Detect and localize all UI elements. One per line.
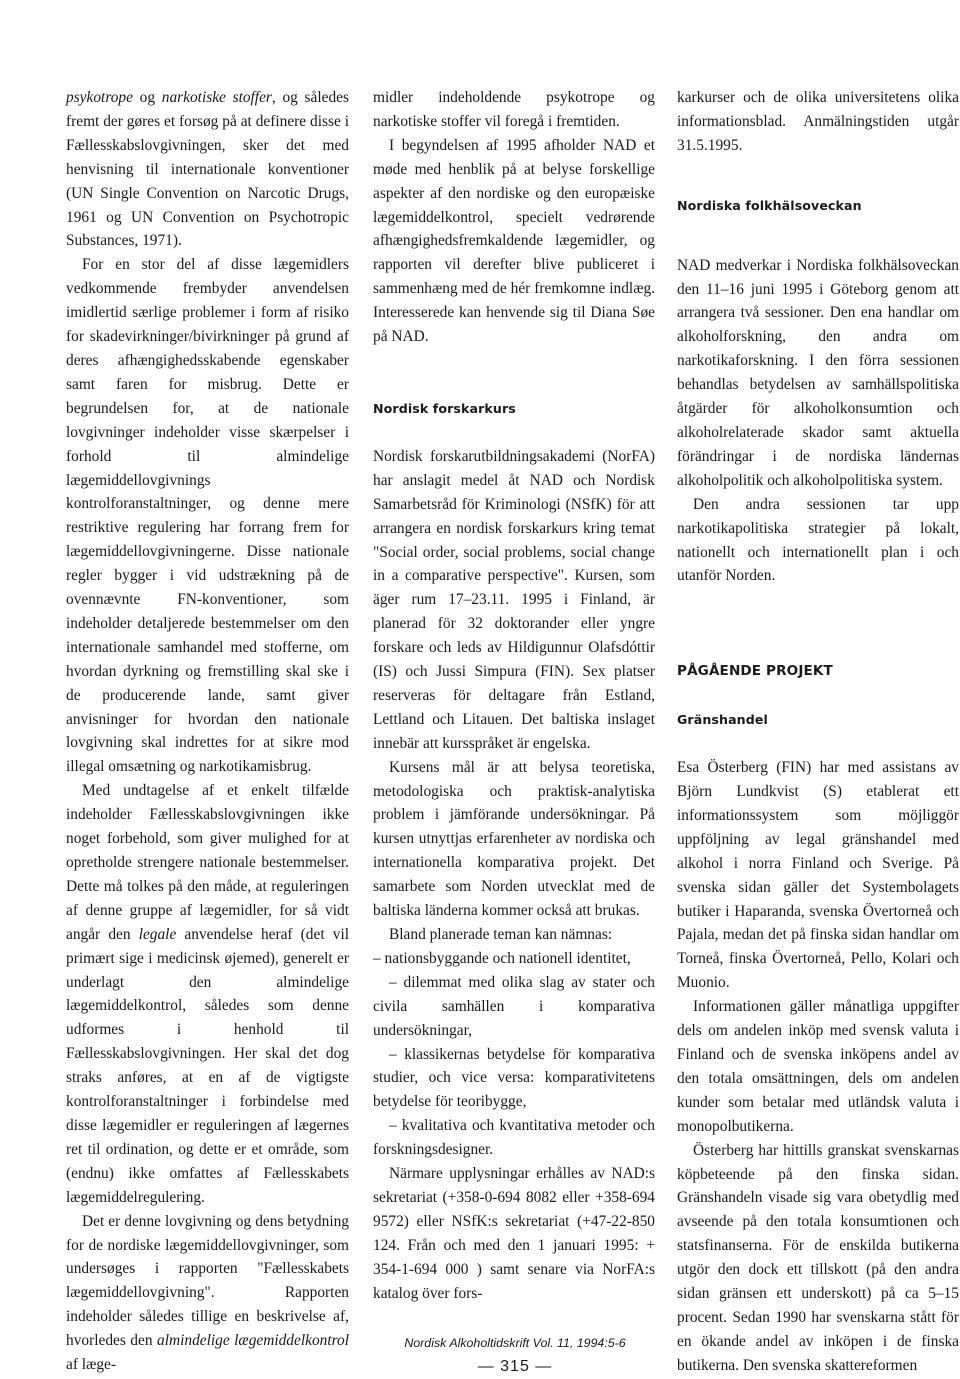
paragraph: NAD medverkar i Nordiska folkhälsoveckan den 11–16 juni 1995 i Göteborg genom att arrangera två sessioner. Den ena handlar om alkoholforskning, den andra om narkotikaforskning. I den förra sessionen behandlas betydelsen av samhällspolitiska åtgärder för alkoholkonsumtion och alkoholrelaterade skador samt aktuella förändringar i de nordiska ländernas alkoholpolitik och alkoholpolitiska system. <box>677 256 959 489</box>
paragraph: Den andra sessionen tar upp narkotikapolitiska strategier på lokalt, nationellt och internationellt plan i och utanför Norden. <box>677 495 959 585</box>
column-1 <box>66 86 349 1377</box>
paragraph: Informationen gäller månatliga uppgifter dels om andelen inköp med svensk valuta i Finland och de svenska inköpens andel av den totala omsättningen, dels om andelen kunder som betalar med utländsk valuta i monopolbutikerna. <box>677 998 959 1135</box>
italic-text: psykotrope <box>66 89 133 106</box>
paragraph: Med undtagelse af et enkelt tilfælde indeholder Fællesskabslovgivningen ikke noget forbehold, som giver mulighed for at opretholde strengere nationale bestemmelser. Dette må tolkes på den måde, at reguleringen af denne gruppe af lægemidler, for så vidt angår den legale anvendelse heraf (det vil primært sige i medicinsk øjemed), generelt er underlagt den almindelige lægemiddelkontrol, således som denne udformes i henhold til Fællesskabslovgivningen. Her skal det dog straks anføres, at en af de vigtigste kontrolforanstaltninger i forbindelse med disse lægemidler er reguleringen af lægernes ret til ordination, og dette er et område, som (endnu) ikke omfattes af Fællesskabets lægemiddelregulering. <box>66 782 349 1206</box>
paragraph: Nordisk forskarutbildningsakademi (NorFA) har anslagit medel åt NAD och Nordisk Samarbetsråd för Kriminologi (NSfK) för att arrangera en nordisk forskarkurs kring temat "Social order, social problems, social change in a comparative perspective". Kursen, som äger rum 17–23.11. 1995 i Finland, är planerad för 32 doktorander eller yngre forskare och leds av Hildigunnur Olafsdóttir (IS) och Jussi Simpura (FIN). Sex platser reserveras för deltagare från Estland, Lettland och Litauen. Det baltiska inslaget innebär att kursspråket är engelska. <box>373 447 655 752</box>
section-heading: Nordisk forskarkurs <box>373 400 516 416</box>
column-2 <box>373 86 655 1306</box>
journal-citation: Nordisk Alkoholtidskrift Vol. 11, 1994:5-6 <box>404 1336 626 1350</box>
paragraph: Esa Österberg (FIN) har med assistans av Björn Lundkvist (S) etablerat ett informationssystem som möjliggör uppföljning av legal gränshandel med alkohol i norra Finland och Sverige. På svenska sidan gäller det Systembolagets butiker i Haparanda, svenska Övertorneå och Pajala, medan det på finska sidan handlar om Torneå, finska Övertorneå, Pello, Kolari och Muonio. <box>677 759 959 992</box>
paragraph: For en stor del af disse lægemidlers vedkommende frembyder anvendelsen imidlertid særlige problemer i form af risiko for skadevirkninger/bivirkninger på grund af deres afhængighedsskabende egenskaber samt faren for misbrug. Dette er begrundelsen for, at de nationale lovgivninger indeholder visse skærpelser i forhold til almindelige lægemiddellovgivnings kontrolforanstaltninger, og denne mere restriktive regulering har forrang frem for lægemiddellovgivningerne. Disse nationale regler bygger i vid udstrækning på de ovennævnte FN-konventioner, som indeholder detaljerede bestemmelser om den internationale samhandel med stofferne, om hvordan dyrkning og fremstilling skal ske i de producerende lande, samt giver anvisninger for hvordan den nationale lovgivning skal indrettes for at sikre mod illegal omsætning og narkotikamisbrug. <box>66 256 349 776</box>
paragraph: Kursens mål är att belysa teoretiska, metodologiska och praktisk-analytiska problem i jämförande undersökningar. På kursen utnyttjas erfarenheter av nordiska och internationella komparativa projekt. Det samarbete som Norden utvecklat med de baltiska länderna kommer också att brukas. <box>373 758 655 920</box>
list-item: – nationsbyggande och nationell identitet, <box>373 949 631 967</box>
paragraph: Bland planerade teman kan nämnas: <box>389 926 613 943</box>
paragraph: I begyndelsen af 1995 afholder NAD et møde med henblik på at belyse forskellige aspekter af den nordiske og den europæiske lægemiddelkontrol, specielt vedrørende afhængighedsfremkaldende lægemidler, og rapporten vil derefter blive publiceret i sammenhæng med de hér fremkomne indlæg. Interesserede kan henvende sig til Diana Søe på NAD. <box>373 136 655 346</box>
italic-text: narkotiske stoffer <box>161 89 272 106</box>
paragraph: midler indeholdende psykotrope og narkotiske stoffer vil foregå i fremtiden. <box>373 89 655 130</box>
list-item: – kvalitativa och kvantitativa metoder och forskningsdesigner. <box>373 1117 655 1159</box>
list-item: – klassikernas betydelse för komparativa studier, och vice versa: komparativitetens betydelse för teoribygge, <box>373 1045 655 1111</box>
paragraph: Närmare upplysningar erhålles av NAD:s sekretariat (+358-0-694 8082 eller +358-694 9572) eller NSfK:s sekretariat (+47-22-850 124. Från och med den 1 januari 1995: + 354-1-694 000 ) samt senare via NorFA:s katalog över fors- <box>373 1165 655 1302</box>
italic-text: almindelige lægemiddelkontrol <box>157 1332 349 1350</box>
column-3 <box>677 86 959 1378</box>
list-item: – dilemmat med olika slag av stater och civila samhällen i komparativa undersökningar, <box>373 973 655 1039</box>
section-title: PÅGÅENDE PROJEKT <box>677 663 833 680</box>
section-heading: Nordiska folkhälsoveckan <box>677 197 862 213</box>
page-number: — 315 — <box>477 1358 553 1375</box>
paragraph: psykotrope og narkotiske stoffer, og således fremt der gøres et forsøg på at definere disse i Fællesskabslovgivningen, sker det med henvisning til internationale konventioner (UN Single Convention on Narcotic Drugs, 1961 og UN Convention on Psychotropic Substances, 1971). <box>66 89 349 250</box>
paragraph: Österberg har hittills granskat svenskarnas köpbeteende på den finska sidan. Gränshandeln visade sig vara obetydlig med avseende på den totala konsumtionen och statsfinanserna. För de enskilda butikerna utgör den dock ett tillskott (på den andra sidan gränsen ett underskott) på ca 5–15 procent. Sedan 1990 har svenskarna stått för en ökande andel av inköpen i de finska butikerna. Den svenska skattereformen <box>677 1141 959 1374</box>
italic-text: legale <box>138 925 177 943</box>
paragraph: karkurser och de olika universitetens olika informationsblad. Anmälningstiden utgår 31.5.1995. <box>677 89 959 154</box>
section-heading: Gränshandel <box>677 712 768 728</box>
paragraph: Det er denne lovgivning og dens betydning for de nordiske lægemiddellovgivninger, som undersøges i rapporten "Fællesskabets lægemiddellovgivning". Rapporten indeholder således tillige en beskrivelse af, hvorledes den almindelige lægemiddelkontrol af læge- <box>66 1212 349 1374</box>
